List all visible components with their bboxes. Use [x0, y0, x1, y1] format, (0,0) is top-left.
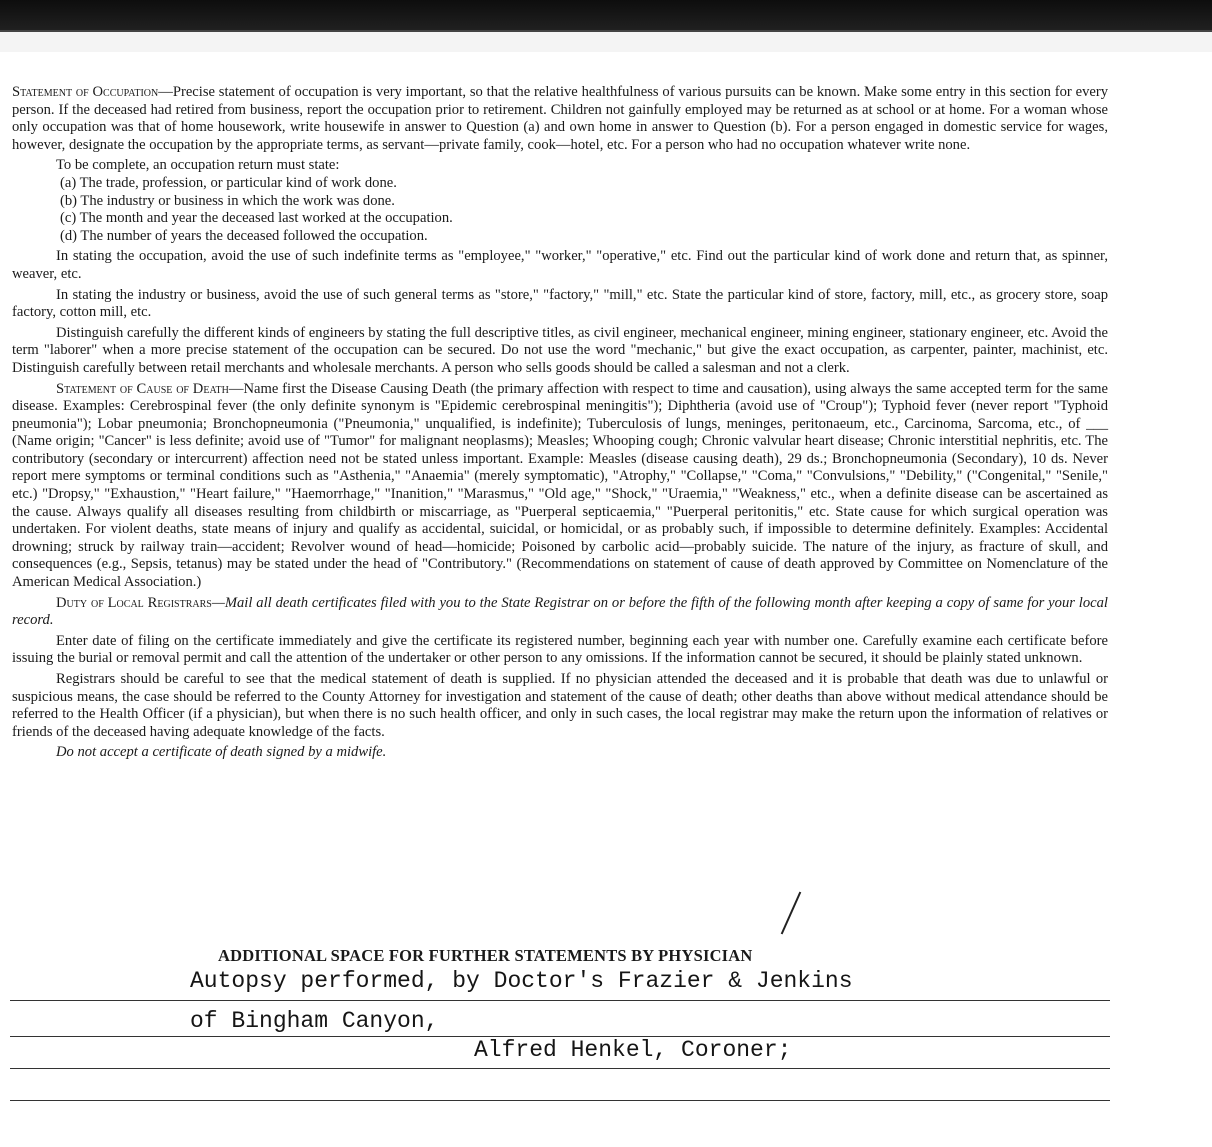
cause-paragraph: [12, 381, 1108, 592]
medical-statement-paragraph: Registrars should be careful to see that the medical statement of death is supplied. If no physician attended the deceased and it is probable that death was due to unlawful or suspicious means, the case should be referred to the County Attorney for investigation and statement of the cause of death; other deaths than above without medical attendance should be referred to the Health Officer (if a physician), but when there is no such health officer, and only in such cases, the local registrar may make the return upon the information of relatives or friends of the deceased having adequate knowledge of the facts.: [12, 671, 1108, 740]
instructions-text: [12, 84, 1108, 762]
typed-line-location: of Bingham Canyon,: [190, 1008, 439, 1034]
registrars-paragraph: [12, 595, 1108, 630]
occupation-heading: Statement of Occupation: [12, 84, 159, 100]
occupation-paragraph: [12, 84, 1108, 154]
midwife-paragraph: Do not accept a certificate of death signed by a midwife.: [56, 744, 387, 761]
physician-heading: ADDITIONAL SPACE FOR FURTHER STATEMENTS BY PHYSICIAN: [218, 946, 753, 965]
list-item: (b) The industry or business in which the work was done.: [60, 192, 395, 209]
occupation-text: —Precise statement of occupation is very important, so that the relative healthfulness of various pursuits can be known. Make some entry in this section for every person. If the deceased had retired from business, report the occupation prior to retirement. Children not gainfully employed may be returned as at school or at home. For a woman whose only occupation was that of home housework, write housewife in answer to Question (a) and own home in answer to Question (b). For a person engaged in domestic service for wages, however, designate the occupation by the appropriate terms, as servant—private family, cook—hotel, etc. For a person who had no occupation whatever write none.: [12, 84, 1108, 153]
typed-line-coroner: Alfred Henkel, Coroner;: [474, 1037, 792, 1063]
registrars-text: —Mail all death certificates filed with you to the State Registrar on or before the fifth of the following month after keeping a copy of same for your local record.: [12, 594, 1108, 629]
industry-paragraph: In stating the industry or business, avoid the use of such general terms as "store," "factory," "mill," etc. State the particular kind of store, factory, mill, etc., as grocery store, soap factory, cotton mill, etc.: [12, 286, 1108, 321]
form-line: [10, 1000, 1110, 1001]
list-item: (c) The month and year the deceased last worked at the occupation.: [60, 210, 453, 227]
form-line: [10, 1068, 1110, 1069]
occupation-list: [60, 175, 1108, 245]
engineers-paragraph: Distinguish carefully the different kinds of engineers by stating the full descriptive titles, as civil engineer, mechanical engineer, mining engineer, stationary engineer, etc. Avoid the term "laborer" when a more precise statement of the occupation can be secured. Do not use the word "mechanic," but give the exact occupation, as carpenter, painter, machinist, etc. Distinguish carefully between retail merchants and wholesale merchants. A person who sells goods should be called a salesman and not a clerk.: [12, 324, 1108, 376]
filing-paragraph: Enter date of filing on the certificate immediately and give the certificate its registered number, beginning each year with number one. Carefully examine each certificate before issuing the burial or removal permit and call the attention of the undertaker or other person to any omissions. If the information cannot be secured, it should be plainly stated unknown.: [12, 632, 1108, 667]
cause-heading: Statement of Cause of Death: [56, 380, 229, 397]
form-line: [10, 1100, 1110, 1101]
pen-stroke: [781, 892, 802, 935]
typed-line-autopsy: Autopsy performed, by Doctor's Frazier & Jenkins: [190, 968, 853, 994]
list-item: (a) The trade, profession, or particular kind of work done.: [60, 174, 397, 191]
registrars-heading: Duty of Local Registrars: [56, 594, 212, 611]
cause-text: —Name first the Disease Causing Death (the primary affection with respect to time and causation), using always the same accepted term for the same disease. Examples: Cerebrospinal fever (the only definite synonym is "Epidemic cerebrospinal meningitis"); Diphtheria (avoid use of "Croup"); Typhoid fever (never report "Typhoid pneumonia"); Lobar pneumonia; Bronchopneumonia ("Pneumonia," unqualified, is indefinite); Tuberculosis of lungs, meninges, peritonaeum, etc., Carcinoma, Sarcoma, etc., of ___ (Name origin; "Cancer" is less definite; avoid use of "Tumor" for malignant neoplasms); Measles; Whooping cough; Chronic valvular heart disease; Chronic interstitial nephritis, etc. The contributory (secondary or intercurrent) affection need not be stated unless important. Example: Measles (disease causing death), 29 ds.; Bronchopneumonia (Secondary), 10 ds. Never report mere symptoms or terminal conditions such as "Asthenia," "Anaemia" (merely symptomatic), "Atrophy," "Collapse," "Coma," "Convulsions," "Debility," ("Congenital," "Senile," etc.) "Dropsy," "Exhaustion," "Heart failure," "Haemorrhage," "Inanition," "Marasmus," "Old age," "Shock," "Uraemia," "Weakness," etc., when a definite disease can be ascertained as the cause. Always qualify all diseases resulting from childbirth or miscarriage, as "Puerperal septicaemia," "Puerperal peritonitis," etc. State cause for which surgical operation was undertaken. For violent deaths, state means of injury and qualify as accidental, suicidal, or homicidal, or as probably such, if impossible to determine definitely. Examples: Accidental drowning; struck by railway train—accident; Revolver wound of head—homicide; Poisoned by carbolic acid—probably suicide. The nature of the injury, as fracture of skull, and consequences (e.g., Sepsis, tetanus) may be stated under the head of "Contributory." (Recommendations on statement of cause of death approved by Committee on Nomenclature of the American Medical Association.): [12, 380, 1108, 591]
complete-intro: To be complete, an occupation return must state:: [56, 157, 340, 174]
list-item: (d) The number of years the deceased followed the occupation.: [60, 227, 428, 244]
occupation-terms-paragraph: In stating the occupation, avoid the use of such indefinite terms as "employee," "worker," "operative," etc. Find out the particular kind of work done and return that, as spinner, weaver, etc.: [12, 248, 1108, 282]
scan-top-strip: [0, 30, 1212, 52]
